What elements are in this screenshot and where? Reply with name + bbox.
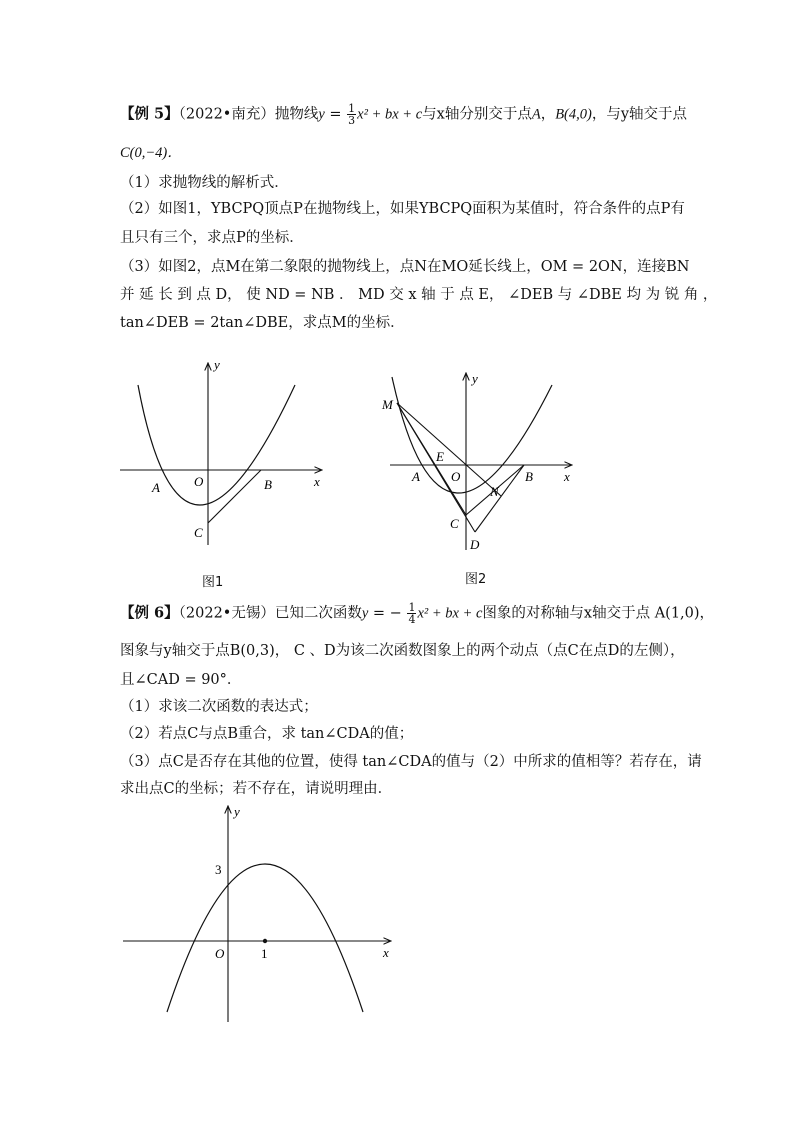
fig1-label-y: y [214,357,220,372]
ex5-q3-line-1: （3）如图2，点M在第二象限的抛物线上，点N在MO延长线上，OM = 2ON，连接BN [120,259,690,275]
fig1-label-c: C [194,525,203,540]
ex5-head: 【例 5】 [120,105,179,123]
fig2-label-m: M [382,397,393,412]
ex5-q2-line-1: （2）如图1，YBCPQ顶点P在抛物线上，如果YBCPQ面积为某值时，符合条件的点P有 [120,201,685,217]
fig2-label-n: N [490,484,499,499]
ex5-frac-num: 1 [348,102,356,115]
ex6-expr: x² + bx + c [417,605,483,622]
ex5-frac-den: 3 [348,114,356,127]
ex5-l1-text: 抛物线 [274,106,319,123]
fig2-label-a: A [412,469,420,484]
fig2-segment-md [397,403,475,532]
ex6-line-1 [120,602,714,625]
fig3-parabola [167,864,363,1012]
ex5-l1-end: ，与y轴交于点 [591,106,688,123]
fig1-label-a: A [152,480,160,495]
ex5-point-b: B(4,0) [555,106,592,123]
fig3-label-3: 3 [215,862,222,877]
ex6-y: y [361,605,369,622]
fig1-label-o: O [194,474,204,489]
ex6-line-2: 图象与y轴交于点B(0,3)， C 、D为该二次函数图象上的两个动点（点C在点D的左侧）， [120,643,685,659]
figure-2-diagram [370,365,590,565]
fig1-label-b: B [264,477,272,492]
fig2-label-d: D [470,537,480,552]
ex5-eq: = [329,106,342,123]
fig2-label-o: O [451,469,461,484]
ex5-fraction [347,103,356,126]
ex6-l1-end: 图象的对称轴与x轴交于点 A(1,0)， [482,605,715,622]
ex5-source: （2022•南充） [178,106,275,123]
fig2-label-b: B [525,469,533,484]
fig2-label-e: E [436,449,444,464]
fig3-label-x: x [383,945,389,960]
figure-1-diagram [110,355,340,555]
fig1-segment-bc [208,470,261,523]
fig2-label-c: C [450,516,459,531]
ex5-expr: x² + bx + c [357,106,423,123]
ex6-fraction [407,602,416,625]
fig3-point-a [263,939,267,943]
ex5-q1: （1）求抛物线的解析式． [120,175,289,191]
ex6-head: 【例 6】 [120,604,179,622]
ex5-mid: 与x轴分别交于点 [422,106,532,123]
fig2-label-y: y [472,371,478,386]
ex6-source: （2022•无锡） [178,605,275,622]
ex5-y: y [318,106,325,123]
ex6-q3-line-2: 求出点C的坐标；若不存在，请说明理由． [120,781,393,797]
fig2-label-x: x [564,469,570,484]
ex6-frac-den: 4 [408,613,416,626]
ex5-q2-line-2: 且只有三个，求点P的坐标． [120,230,304,246]
figure-1-caption: 图1 [202,575,224,590]
fig2-segment-db [475,465,524,532]
fig1-label-x: x [314,474,320,489]
ex6-line-3: 且∠CAD = 90°． [120,672,242,688]
ex5-line-1: 【例 5】（2022•南充）抛物线y = $\frac{1}{3}$ x² + bx + c与x轴分别交于点A，B(4,0)，与y轴交于点 [120,102,688,127]
ex6-eq: = − [372,605,402,622]
figure-2-caption: 图2 [465,572,487,587]
ex6-frac-num: 1 [408,601,416,614]
ex5-q3-line-3: tan∠DEB = 2tan∠DBE，求点M的坐标． [120,315,405,331]
fig3-label-y: y [234,804,240,819]
fig3-label-1: 1 [261,946,268,961]
fig3-label-o: O [215,946,225,961]
ex5-q3-line-2: 并 延 长 到 点 D， 使 ND = NB ． MD 交 x 轴 于 点 E， ∠DEB 与 ∠DBE 均 为 锐 角 ， [120,287,718,303]
ex5-line-2: C(0,−4)． [120,145,182,161]
ex5-point-a: A [531,106,541,123]
ex6-l1-text: 已知二次函数 [274,605,362,622]
ex6-q3-line-1: （3）点C是否存在其他的位置，使得 tan∠CDA的值与（2）中所求的值相等？若存在，请 [120,754,702,770]
figure-3-diagram [115,800,405,1030]
ex6-q2: （2）若点C与点B重合，求 tan∠CDA的值； [120,726,414,742]
ex6-q1: （1）求该二次函数的表达式； [120,699,318,715]
